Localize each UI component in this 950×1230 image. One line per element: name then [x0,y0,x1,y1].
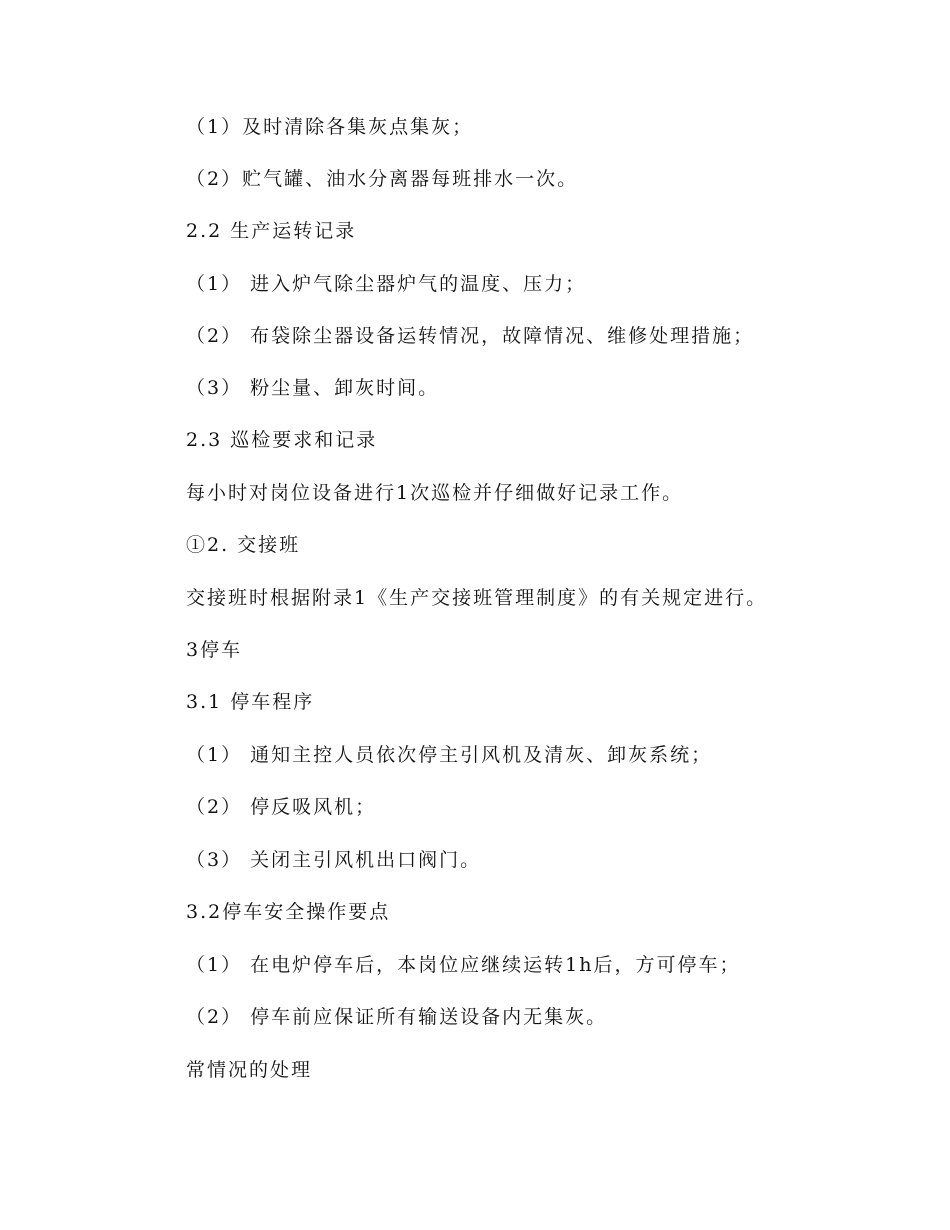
text-line: （1） 在电炉停车后，本岗位应继续运转1h后，方可停车； [186,954,741,976]
text-line: （2） 停车前应保证所有输送设备内无集灰。 [186,1006,608,1028]
section-heading: ①2. 交接班 [186,534,301,556]
text-line: （2）贮气罐、油水分离器每班排水一次。 [186,168,579,190]
text-line: （1） 进入炉气除尘器炉气的温度、压力； [186,273,587,295]
section-heading: 2.3 巡检要求和记录 [186,429,378,451]
text-line: （1）及时清除各集灰点集灰； [186,116,474,138]
section-heading: 3.1 停车程序 [186,691,315,713]
text-line: （2） 布袋除尘器设备运转情况，故障情况、维修处理措施； [186,325,755,347]
text-line: （1） 通知主控人员依次停主引风机及清灰、卸灰系统； [186,744,713,766]
text-line: （3） 关闭主引风机出口阀门。 [186,849,482,871]
text-line: 交接班时根据附录1《生产交接班管理制度》的有关规定进行。 [186,587,768,609]
section-heading: 3.2停车安全操作要点 [186,901,391,923]
section-heading: 3停车 [186,639,243,661]
section-heading: 常情况的处理 [186,1059,313,1081]
text-line: （2） 停反吸风机； [186,796,377,818]
text-line: 每小时对岗位设备进行1次巡检并仔细做好记录工作。 [186,482,684,504]
section-heading: 2.2 生产运转记录 [186,220,357,242]
text-line: （3） 粉尘量、卸灰时间。 [186,377,440,399]
